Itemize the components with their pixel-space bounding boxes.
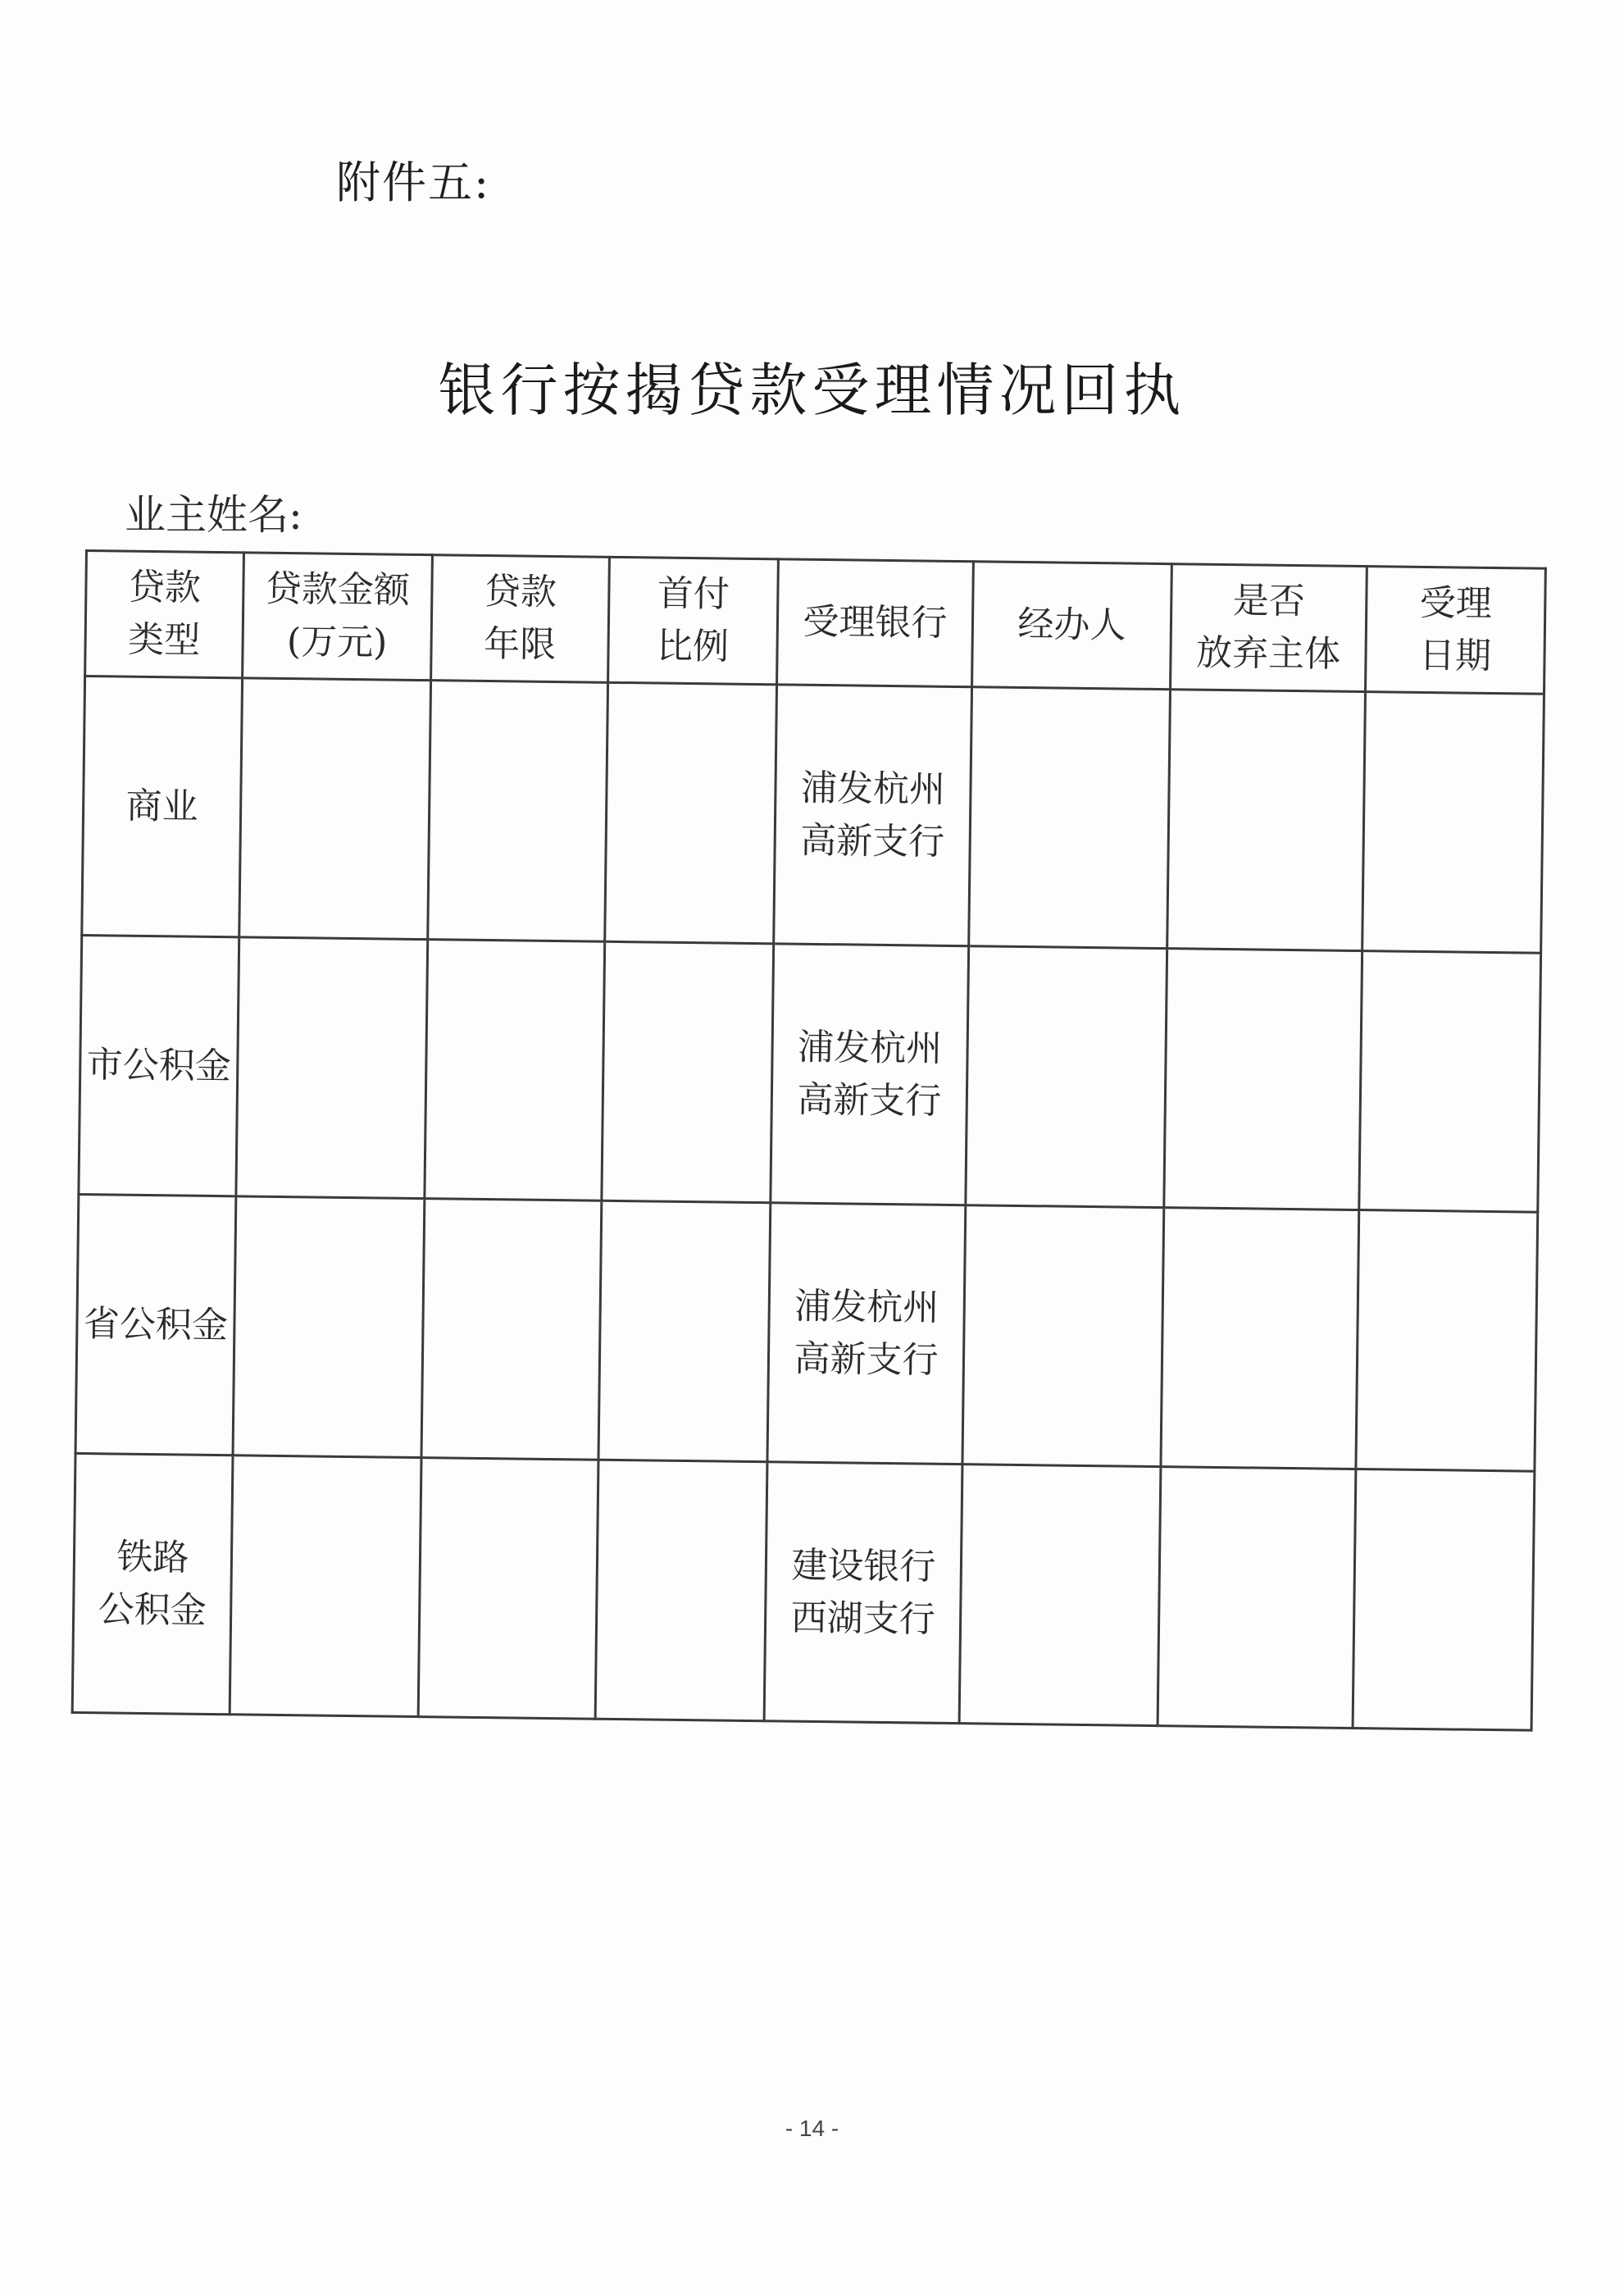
loan-term-cell [418,1458,598,1720]
bank-cell: 浦发杭州 高新支行 [771,944,969,1205]
acceptance-date-cell [1359,951,1541,1213]
loan-type-cell: 省公积金 [75,1194,236,1455]
column-header-acceptance-date: 受理 日期 [1365,567,1545,695]
down-payment-cell [602,941,774,1202]
loan-amount-cell [233,1196,425,1458]
bank-cell: 建设银行 西湖支行 [764,1462,962,1724]
loan-acceptance-table [71,549,1547,1732]
handler-cell [966,946,1167,1208]
document-title: 银行按揭贷款受理情况回执 [438,357,1186,424]
table-row [75,1194,1538,1471]
column-header-loan-amount: 贷款金额 (万元) [243,553,433,681]
handler-cell [969,687,1171,949]
column-header-handler: 经办人 [972,562,1172,690]
loan-amount-cell [239,678,431,940]
waive-subject-cell [1164,949,1362,1210]
acceptance-date-cell [1353,1469,1535,1731]
table-row [79,935,1541,1212]
page-number: - 14 - [785,2116,839,2141]
loan-table-container [71,549,1544,1732]
table-row [82,676,1544,954]
table-header-row [85,551,1546,695]
acceptance-date-cell [1356,1210,1538,1472]
bank-cell: 浦发杭州 高新支行 [767,1203,966,1465]
table-row [72,1453,1535,1730]
down-payment-cell [598,1200,771,1461]
loan-term-cell [428,681,608,942]
waive-subject-cell [1161,1208,1359,1469]
loan-term-cell [421,1199,602,1460]
column-header-down-payment: 首付 比例 [608,557,779,685]
handler-cell [962,1205,1164,1467]
column-header-loan-term: 贷款 年限 [431,555,610,683]
loan-amount-cell [236,937,428,1199]
waive-subject-cell [1158,1467,1356,1729]
column-header-waive-subject: 是否 放弃主体 [1171,564,1367,692]
owner-name-label: 业主姓名: [125,491,303,539]
attachment-label: 附件五: [336,157,491,208]
column-header-bank: 受理银行 [777,559,974,687]
acceptance-date-cell [1362,692,1544,954]
loan-type-cell: 市公积金 [79,935,239,1196]
loan-type-cell: 铁路 公积金 [72,1453,233,1714]
loan-type-cell: 商业 [82,676,243,937]
loan-term-cell [425,940,605,1201]
handler-cell [959,1465,1161,1726]
down-payment-cell [605,682,777,943]
column-header-loan-type: 贷款 类型 [85,551,244,678]
bank-cell: 浦发杭州 高新支行 [774,685,972,946]
waive-subject-cell [1167,690,1366,951]
loan-amount-cell [230,1456,421,1717]
down-payment-cell [595,1460,767,1720]
